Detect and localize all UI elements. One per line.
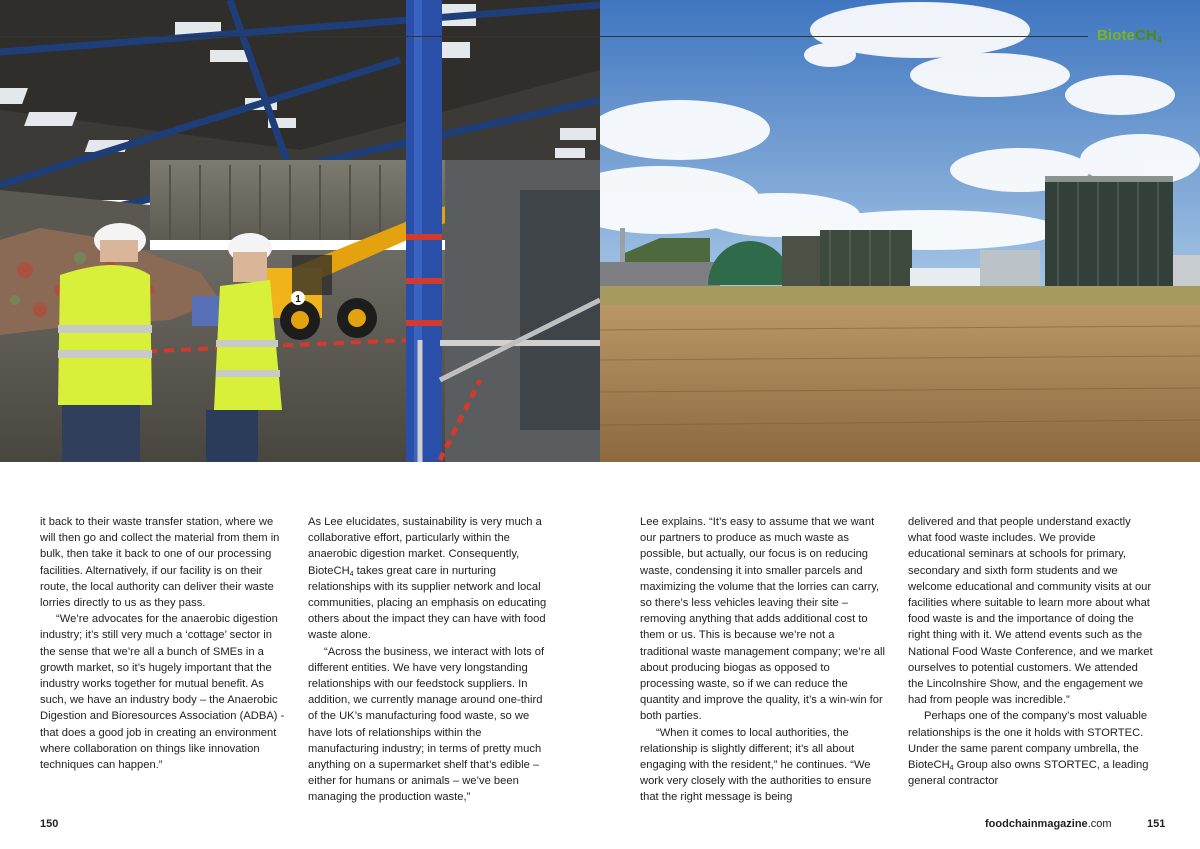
- plant-image: [600, 0, 1200, 462]
- paragraph: “We’re advocates for the anaerobic digestion industry; it’s still very much a ‘cottage’ sector in the sense that we’re all a bunch of SMEs in a growth market, so it’s hugely important that the industry works together for mutual benefit. As such, we have an industry body – the Anaerobic Digestion and Bioresources Association (ADBA) - that does a good job in creating an environment where collaboration on things like innovation techniques can happen.”: [40, 613, 285, 772]
- paragraph: it back to their waste transfer station, where we will then go and collect the material from them in bulk, then take it back to one of our processing facilities. Alternatively, if our facility is on their route, the local authority can deliver their waste lorries directly to us as they pass.: [40, 516, 280, 610]
- text-column-2: [308, 514, 554, 806]
- paragraph: “Across the business, we interact with lots of different entities. We have very longstanding relationships with our feedstock suppliers. In addition, we currently manage around one-third of the UK’s manufacturing food waste, so we have lots of relationships within the manufacturing industry; in terms of pretty much anything on a supermarket shelf that’s edible – either for humans or animals – we’ve been managing the production waste,”: [308, 645, 545, 804]
- paragraph: Perhaps one of the company’s most valuable relationships is the one it holds with STORTEC. Under the same parent company umbrella, the BioteCH4 Group also owns STORTEC, a leading general contractor: [908, 710, 1149, 788]
- paragraph: delivered and that people understand exactly what food waste includes. We provide educational seminars at schools for primary, secondary and sixth form students and we welcome educational and community visits at our facilities where suitable to learn more about what food waste is and the importance of doing the right thing with it. We attend events such as the National Food Waste Conference, and we market ourselves to potential customers. We attended the Lincolnshire Show, and the engagement we had from people was incredible.”: [908, 516, 1153, 707]
- page-number-right: 151: [1147, 818, 1166, 830]
- text-column-4: [908, 514, 1154, 789]
- header-rule: [0, 36, 1088, 37]
- paragraph: As Lee elucidates, sustainability is very much a collaborative effort, particularly within the anaerobic digestion market. Consequently, BioteCH4 takes great care in nurturing relationships with its supplier network and local communities, placing an emphasis on educating others about the impact they can have with food waste alone.: [308, 516, 547, 642]
- text-column-1: [40, 514, 286, 773]
- warehouse-image: [0, 0, 600, 462]
- paragraph: Lee explains. “It’s easy to assume that we want our partners to produce as much waste as possible, but actually, our focus is on reducing waste, condensing it into smaller parcels and maximizing the volume that the lorries can carry, so there’s less vehicles leaving their site – removing anything that adds additional cost to them or us. This is because we’re not a traditional waste management company; we’re all about producing biogas as opposed to processing waste, so if we can reduce the quantity and improve the quality, it’s a win-win for both parties.: [640, 516, 886, 723]
- digestion-plant-photo: [600, 0, 1200, 462]
- loader-number: 1: [295, 294, 301, 305]
- paragraph: “When it comes to local authorities, the relationship is slightly different; it’s all about engaging with the resident,” he continues. “We work very closely with the authorities to ensure that the right message is being: [640, 726, 872, 804]
- page-number-left: 150: [40, 818, 59, 830]
- brand-logo: BioteCH$_4$: [1097, 27, 1162, 45]
- text-column-3: [640, 514, 886, 806]
- magazine-website[interactable]: foodchainmagazine.com: [985, 818, 1112, 830]
- warehouse-photo: [0, 0, 600, 462]
